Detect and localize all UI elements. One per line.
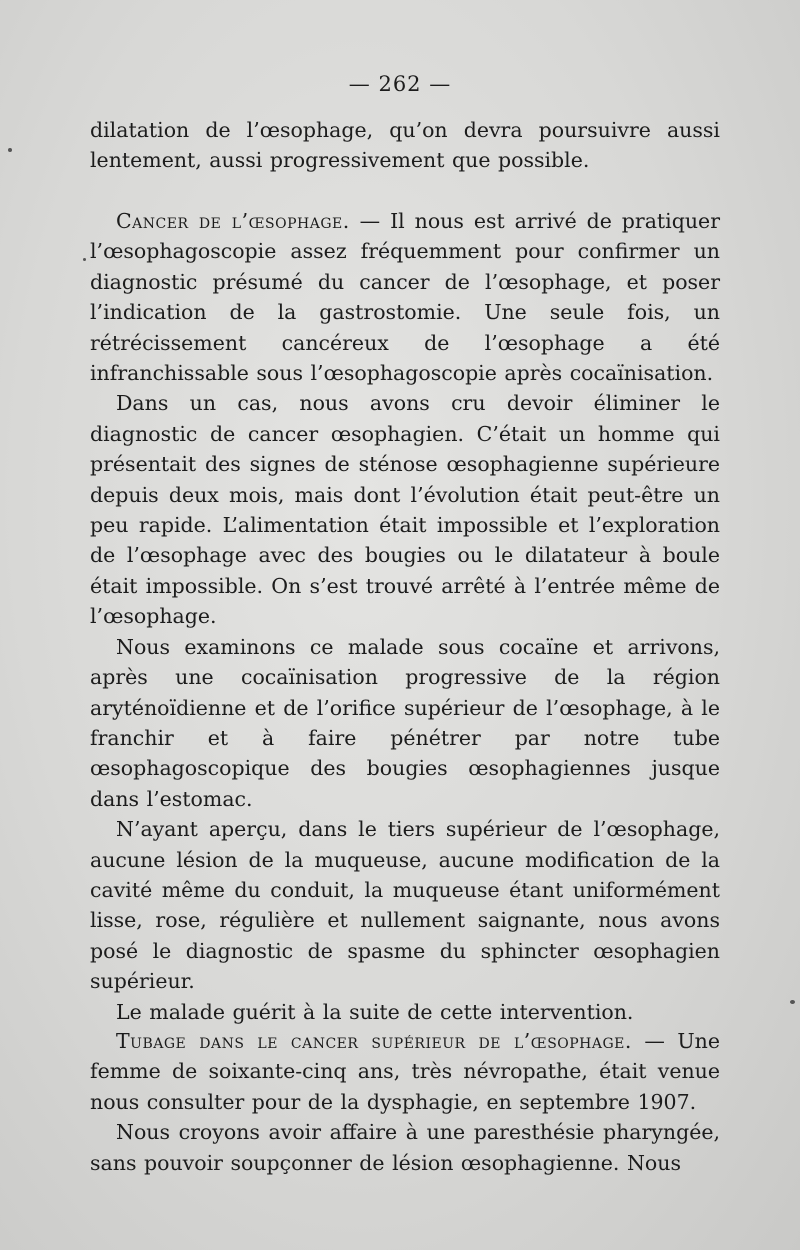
paper-speck [8, 148, 12, 152]
section-tubage-lead-paragraph [90, 1026, 720, 1117]
page-number: — 262 — [348, 72, 452, 96]
paragraph: Nous examinons ce malade sous cocaïne et arrivons, après une cocaïnisation progressive de la région aryténoïdienne et de l’orifice supérieur de l’œsophage, à le franchir et à faire pénétrer par notre tube œsophagoscopique des bougies œsophagiennes jusque dans l’estomac. [90, 634, 720, 811]
paragraph: Nous croyons avoir affaire à une paresthésie pharyngée, sans pouvoir soupçonner de lésion œsophagienne. Nous [90, 1120, 720, 1175]
section-cancer-lead-paragraph [90, 206, 720, 388]
paragraph: N’ayant aperçu, dans le tiers supérieur de l’œsophage, aucune lésion de la muqueuse, aucune modification de la cavité même du conduit, la muqueuse étant uniformément lisse, rose, régulière et nullement saignante, nous avons posé le diagnostic de spasme du sphincter œsophagien supérieur. [90, 817, 720, 994]
section-tubage-heading: Tubage dans le cancer supérieur de l’œsophage. [116, 1029, 632, 1053]
paragraph-continuation: dilatation de l’œsophage, qu’on devra poursuivre aussi lentement, aussi progressivement que possible. [90, 118, 720, 173]
paragraph: Dans un cas, nous avons cru devoir éliminer le diagnostic de cancer œsophagien. C’était un homme qui présentait des signes de sténose œsophagienne supérieure depuis deux mois, mais dont l’évolution était peut-être un peu rapide. L’alimentation était impossible et l’exploration de l’œsophage avec des bougies ou le dilatateur à boule était impossible. On s’est trouvé arrêté à l’entrée même de l’œsophage. [90, 391, 720, 629]
paper-speck [83, 258, 86, 261]
paragraph: Le malade guérit à la suite de cette intervention. [116, 999, 634, 1024]
section-tubage [90, 1026, 720, 1178]
section-cancer-heading: Cancer de l’œsophage. [116, 209, 350, 233]
section-cancer [90, 206, 720, 1027]
paper-speck [790, 1000, 795, 1004]
section-tubage-lead-text: — Une femme de soixante-cinq ans, très névropathe, était venue nous consulter pour de la dysphagie, en septembre 1907. [90, 1029, 720, 1114]
section-cancer-lead-text: — Il nous est arrivé de pratiquer l’œsophagoscopie assez fréquemment pour confirmer un diagnostic présumé du cancer de l’œsophage, et poser l’indication de la gastrostomie. Une seule fois, un rétrécissement cancéreux de l’œsophage a été infranchissable sous l’œsophagoscopie après cocaïnisation. [90, 209, 720, 386]
top-text-block [90, 115, 720, 176]
